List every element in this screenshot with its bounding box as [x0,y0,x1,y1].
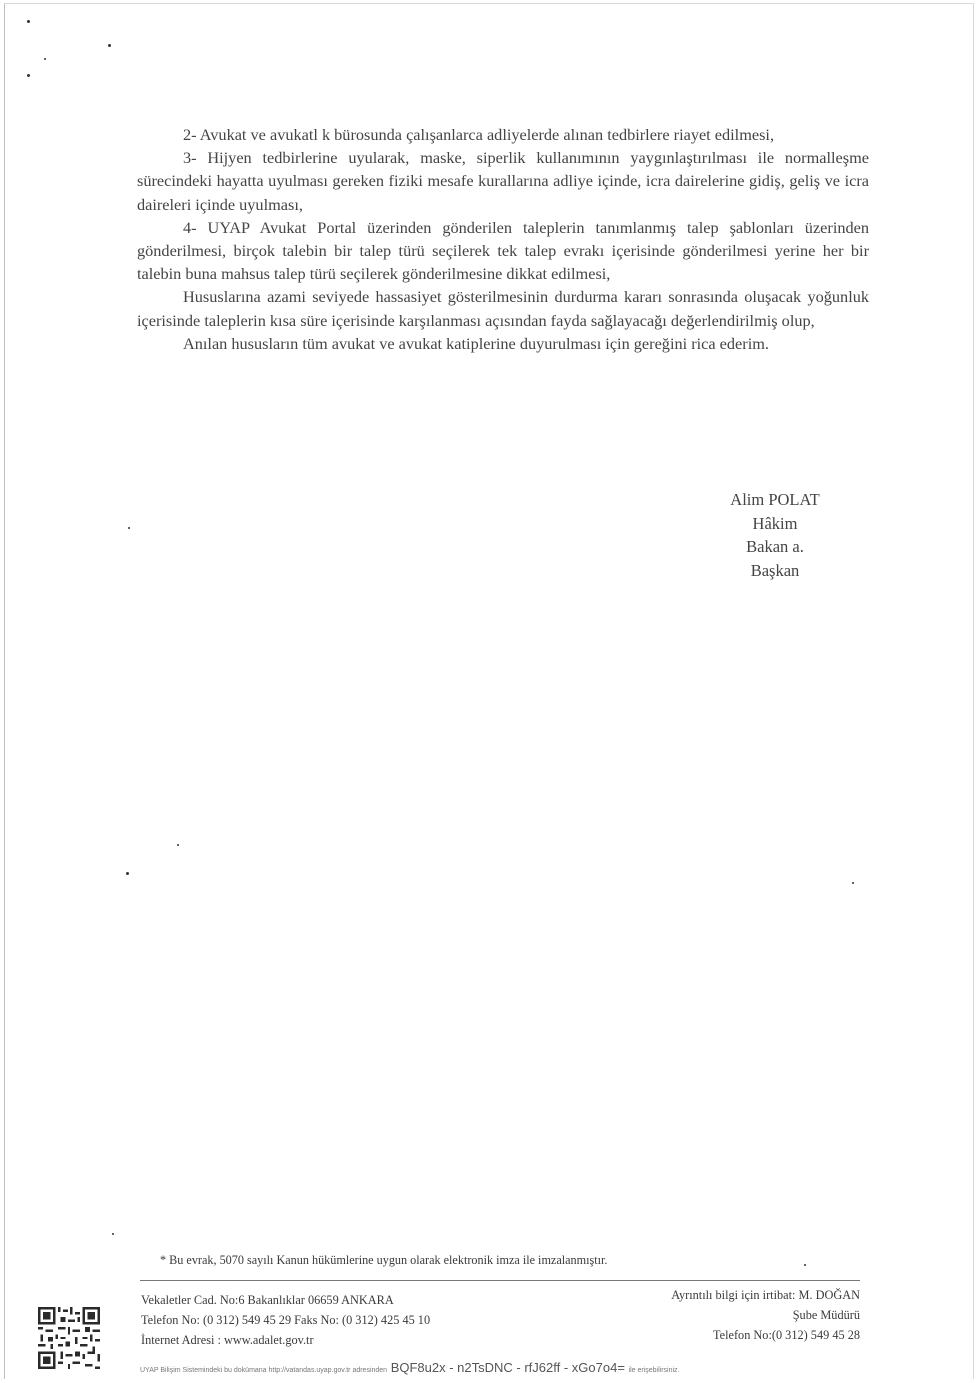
scan-speck [112,1233,114,1235]
esign-note: * Bu evrak, 5070 sayılı Kanun hükümlerine uygun olarak elektronik imza ile imzalanmıştır. [160,1253,608,1267]
footer-divider [140,1280,860,1281]
footer-address: Vekaletler Cad. No:6 Bakanlıklar 06659 ANKARA [141,1293,394,1307]
scan-speck [128,527,130,529]
scan-speck [108,44,111,47]
footer-web: İnternet Adresi : www.adalet.gov.tr [141,1333,314,1347]
footer-contact-phone: Telefon No:(0 312) 549 45 28 [712,1328,860,1342]
signer-role: Başkan [750,560,800,580]
scan-speck [44,58,46,60]
paragraph-item-4: 4- UYAP Avukat Portal üzerinden gönderilen taleplerin tanımlanmış talep şablonları üzerinden gönderilmesi, birçok talebin bir talep türü seçilerek tek talep evrakı içerisinde gönderilmesi yerine her bir talebin buna mahsus talep türü seçilerek gönderilmesine dikkat edilmesi, [137,217,869,284]
scan-speck [852,882,854,884]
letter-body [137,123,869,355]
signer-deputy: Bakan a. [746,537,804,556]
footer-contact: Ayrıntılı bilgi için irtibat: M. DOĞAN [671,1288,860,1302]
signature-block [700,488,850,582]
paragraph-item-2: 2- Avukat ve avukatl k bürosunda çalışanlarca adliyelerde alınan tedbirlere riayet edilmesi, [183,125,775,144]
qr-code-icon [38,1307,100,1369]
signer-title: Hâkim [752,513,798,533]
verify-prefix: UYAP Bilişim Sistemindeki bu dokümana http://vatandas.uyap.gov.tr adresinden [140,1367,388,1374]
paragraph-hususlar: Hususlarına azami seviyede hassasiyet gösterilmesinin durdurma kararı sonrasında oluşacak yoğunluk içerisinde taleplerin kısa süre içerisinde karşılanması açısından fayda sağlayacağı değerlendirilmiş olup, [137,287,869,330]
verify-suffix: ile erişebilirsiniz. [628,1367,680,1374]
signer-name: Alim POLAT [730,490,820,509]
paragraph-item-3: 3- Hijyen tedbirlerine uyularak, maske, siperlik kullanımının yaygınlaştırılması ile normalleşme sürecindeki hayatta uyulması gereken fiziki mesafe kurallarına adliye içinde, icra dairelerine gidiş, geliş ve icra daireleri içinde uyulması, [137,148,869,214]
footer-contact-title: Şube Müdürü [792,1308,860,1322]
verification-line [140,1360,875,1380]
footer-phone-fax: Telefon No: (0 312) 549 45 29 Faks No: (0 312) 425 45 10 [141,1313,431,1327]
scan-speck [126,872,129,875]
scan-speck [177,844,179,846]
scan-speck [804,1264,806,1266]
scan-speck [27,20,30,23]
paragraph-closing: Anılan hususların tüm avukat ve avukat katiplerine duyurulması için gereğini rica ederim. [183,333,769,353]
footer-address-block [141,1290,430,1350]
scan-speck [27,74,30,77]
footer-contact-block [671,1285,860,1345]
verify-code: BQF8u2x - n2TsDNC - rfJ62ff - xGo7o4= [390,1360,625,1375]
